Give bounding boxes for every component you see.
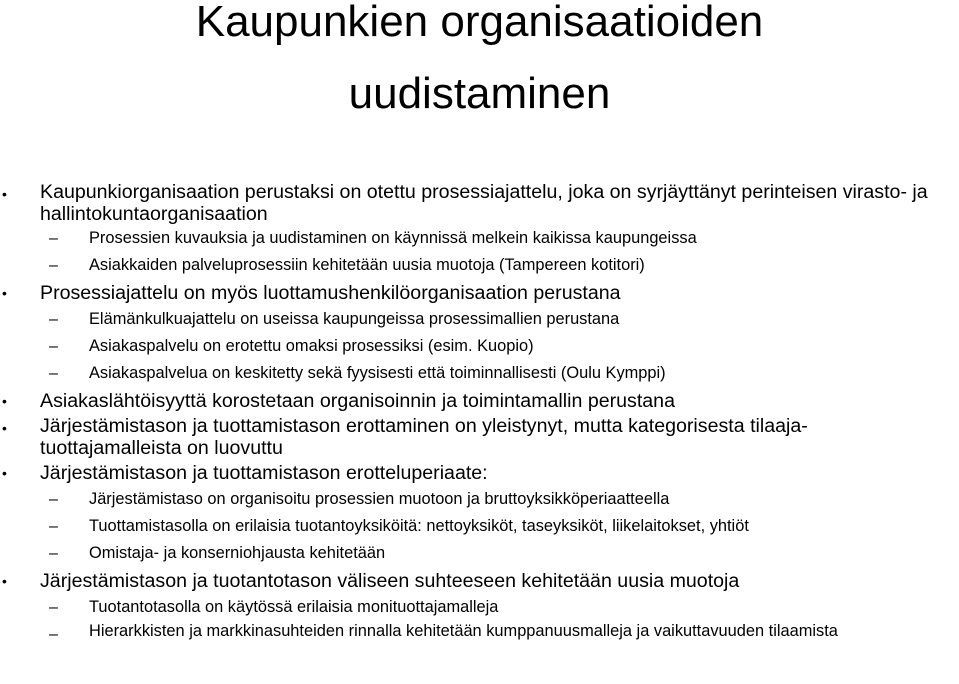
sub-bullet-item bbox=[0, 306, 959, 333]
bullet-item bbox=[0, 460, 959, 486]
bullet-icon: • bbox=[2, 573, 7, 589]
dash-icon: – bbox=[49, 626, 58, 643]
bullet-item bbox=[0, 280, 959, 306]
bullet-item bbox=[0, 415, 959, 459]
bullet-text: Prosessiajattelu on myös luottamushenkilöorganisaation perustana bbox=[40, 282, 621, 304]
bullet-text: Järjestämistason ja tuotantotason väliseen suhteeseen kehitetään uusia muotoja bbox=[40, 570, 740, 592]
sub-bullet-text: Asiakaspalvelu on erotettu omaksi prosessiksi (esim. Kuopio) bbox=[89, 337, 534, 355]
bullet-item bbox=[0, 568, 959, 594]
bullet-icon: • bbox=[2, 285, 7, 301]
bullet-item bbox=[0, 181, 959, 225]
sub-bullet-item bbox=[0, 513, 959, 540]
dash-icon: – bbox=[49, 230, 58, 247]
dash-icon: – bbox=[49, 365, 58, 382]
sub-bullet-item bbox=[0, 333, 959, 360]
sub-bullet-text: Hierarkkisten ja markkinasuhteiden rinnalla kehitetään kumppanuusmalleja ja vaikuttavuuden tilaamista bbox=[89, 622, 838, 640]
dash-icon: – bbox=[49, 257, 58, 274]
sub-bullet-text: Asiakaspalvelua on keskitetty sekä fyysisesti että toiminnallisesti (Oulu Kymppi) bbox=[89, 364, 666, 382]
dash-icon: – bbox=[49, 545, 58, 562]
bullet-icon: • bbox=[2, 465, 7, 481]
slide-title bbox=[0, 0, 959, 120]
sub-bullet-item bbox=[0, 594, 959, 621]
sub-bullet-text: Järjestämistaso on organisoitu prosessien muotoon ja bruttoyksikköperiaatteella bbox=[89, 490, 670, 508]
dash-icon: – bbox=[49, 338, 58, 355]
bullet-text: Järjestämistason ja tuottamistason erottaminen on yleistynyt, mutta kategorisesta tilaaja-tuottajamalleista on luovuttu bbox=[40, 415, 808, 459]
title-line-2: uudistaminen bbox=[348, 69, 611, 118]
bullet-text: Kaupunkiorganisaation perustaksi on otettu prosessiajattelu, joka on syrjäyttänyt perinteisen virasto- ja hallintokuntaorganisaation bbox=[40, 181, 928, 225]
dash-icon: – bbox=[49, 491, 58, 508]
bullet-icon: • bbox=[2, 393, 7, 409]
sub-bullet-item bbox=[0, 252, 959, 279]
sub-bullet-text: Tuotantotasolla on käytössä erilaisia monituottajamalleja bbox=[89, 598, 499, 616]
sub-bullet-text: Tuottamistasolla on erilaisia tuotantoyksiköitä: nettoyksiköt, taseyksiköt, liikelaitokset, yhtiöt bbox=[89, 517, 749, 535]
sub-bullet-text: Elämänkulkuajattelu on useissa kaupungeissa prosessimallien perustana bbox=[89, 310, 620, 328]
dash-icon: – bbox=[49, 311, 58, 328]
bullet-icon: • bbox=[2, 420, 7, 436]
title-line-1: Kaupunkien organisaatioiden bbox=[195, 0, 764, 46]
sub-bullet-text: Asiakkaiden palveluprosessiin kehitetään uusia muotoja (Tampereen kotitori) bbox=[89, 256, 645, 274]
bullet-icon: • bbox=[2, 186, 7, 202]
dash-icon: – bbox=[49, 599, 58, 616]
sub-bullet-item bbox=[0, 621, 959, 641]
bullet-list bbox=[0, 181, 959, 641]
bullet-text: Järjestämistason ja tuottamistason erotteluperiaate: bbox=[40, 462, 488, 484]
sub-bullet-item bbox=[0, 486, 959, 513]
bullet-item bbox=[0, 388, 959, 414]
sub-bullet-item bbox=[0, 360, 959, 387]
bullet-text: Asiakaslähtöisyyttä korostetaan organisoinnin ja toimintamallin perustana bbox=[40, 390, 675, 412]
dash-icon: – bbox=[49, 518, 58, 535]
sub-bullet-item bbox=[0, 225, 959, 252]
sub-bullet-item bbox=[0, 540, 959, 567]
sub-bullet-text: Omistaja- ja konserniohjausta kehitetään bbox=[89, 544, 386, 562]
sub-bullet-text: Prosessien kuvauksia ja uudistaminen on käynnissä melkein kaikissa kaupungeissa bbox=[89, 229, 697, 247]
